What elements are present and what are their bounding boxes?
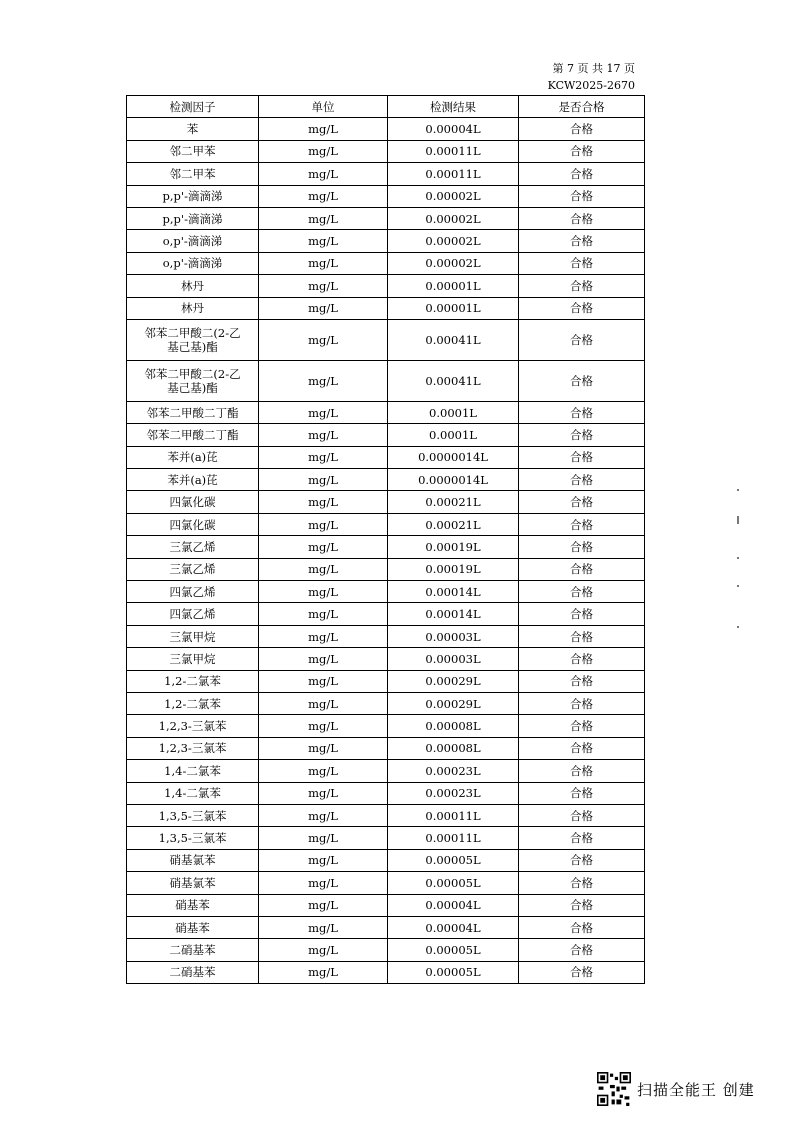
table-row [127, 648, 645, 670]
qualified-cell: 合格 [519, 230, 645, 252]
result-cell: 0.00014L [388, 581, 519, 603]
scanner-brand-text: 扫描全能王 创建 [637, 1080, 755, 1099]
table-row [127, 581, 645, 603]
qualified-cell: 合格 [519, 648, 645, 670]
factor-cell: 三氯甲烷 [127, 625, 259, 647]
table-row [127, 118, 645, 140]
factor-cell: 1,2-二氯苯 [127, 692, 259, 714]
unit-cell: mg/L [259, 360, 388, 401]
factor-cell: 苯 [127, 118, 259, 140]
table-row [127, 737, 645, 759]
qualified-cell: 合格 [519, 916, 645, 938]
factor-cell: 邻二甲苯 [127, 163, 259, 185]
qualified-cell: 合格 [519, 536, 645, 558]
factor-cell: 硝基氯苯 [127, 849, 259, 871]
table-row [127, 894, 645, 916]
unit-cell: mg/L [259, 185, 388, 207]
qr-code-icon [597, 1072, 631, 1106]
result-cell: 0.00041L [388, 360, 519, 401]
qualified-cell: 合格 [519, 163, 645, 185]
table-row [127, 252, 645, 274]
table-row [127, 536, 645, 558]
report-number: KCW2025-2670 [547, 79, 635, 92]
result-cell: 0.00002L [388, 185, 519, 207]
qualified-cell: 合格 [519, 207, 645, 229]
result-cell: 0.00011L [388, 163, 519, 185]
unit-cell: mg/L [259, 401, 388, 423]
table-row [127, 469, 645, 491]
qualified-cell: 合格 [519, 737, 645, 759]
table-row [127, 319, 645, 360]
unit-cell: mg/L [259, 625, 388, 647]
unit-cell: mg/L [259, 491, 388, 513]
results-table [126, 95, 645, 984]
unit-cell: mg/L [259, 536, 388, 558]
factor-cell: 邻苯二甲酸二丁酯 [127, 424, 259, 446]
qualified-cell: 合格 [519, 939, 645, 961]
qualified-cell: 合格 [519, 446, 645, 468]
qualified-cell: 合格 [519, 670, 645, 692]
factor-cell: p,p'-滴滴涕 [127, 185, 259, 207]
table-row [127, 207, 645, 229]
unit-cell: mg/L [259, 558, 388, 580]
result-cell: 0.00011L [388, 140, 519, 162]
unit-cell: mg/L [259, 961, 388, 983]
result-cell: 0.00019L [388, 536, 519, 558]
result-cell: 0.00021L [388, 513, 519, 535]
table-row [127, 872, 645, 894]
result-cell: 0.0000014L [388, 469, 519, 491]
unit-cell: mg/L [259, 603, 388, 625]
result-cell: 0.00011L [388, 804, 519, 826]
factor-cell: 1,4-二氯苯 [127, 782, 259, 804]
table-row [127, 939, 645, 961]
unit-cell: mg/L [259, 469, 388, 491]
result-cell: 0.00005L [388, 849, 519, 871]
result-cell: 0.00041L [388, 319, 519, 360]
factor-cell: 苯并(a)芘 [127, 469, 259, 491]
factor-cell: 邻苯二甲酸二(2-乙 基己基)酯 [127, 319, 259, 360]
table-row [127, 185, 645, 207]
qualified-cell: 合格 [519, 360, 645, 401]
unit-cell: mg/L [259, 297, 388, 319]
unit-cell: mg/L [259, 513, 388, 535]
result-cell: 0.00023L [388, 760, 519, 782]
unit-cell: mg/L [259, 715, 388, 737]
result-cell: 0.00004L [388, 118, 519, 140]
unit-cell: mg/L [259, 446, 388, 468]
table-row [127, 140, 645, 162]
table-row [127, 558, 645, 580]
table-row [127, 670, 645, 692]
qualified-cell: 合格 [519, 715, 645, 737]
qualified-cell: 合格 [519, 297, 645, 319]
factor-cell: 邻苯二甲酸二(2-乙 基己基)酯 [127, 360, 259, 401]
table-row [127, 163, 645, 185]
qualified-cell: 合格 [519, 603, 645, 625]
qualified-cell: 合格 [519, 692, 645, 714]
qualified-cell: 合格 [519, 782, 645, 804]
qualified-cell: 合格 [519, 849, 645, 871]
result-cell: 0.00029L [388, 692, 519, 714]
scanner-watermark [597, 1072, 755, 1106]
table-row [127, 715, 645, 737]
factor-cell: 1,4-二氯苯 [127, 760, 259, 782]
qualified-cell: 合格 [519, 872, 645, 894]
result-cell: 0.00023L [388, 782, 519, 804]
page-info: 第 7 页 共 17 页 [552, 62, 635, 75]
qualified-cell: 合格 [519, 252, 645, 274]
table-row [127, 760, 645, 782]
table-header-row [127, 96, 645, 118]
qualified-cell: 合格 [519, 804, 645, 826]
unit-cell: mg/L [259, 163, 388, 185]
qualified-cell: 合格 [519, 491, 645, 513]
factor-cell: 三氯乙烯 [127, 536, 259, 558]
factor-cell: 1,3,5-三氯苯 [127, 804, 259, 826]
column-header: 是否合格 [519, 96, 645, 118]
qualified-cell: 合格 [519, 513, 645, 535]
result-cell: 0.0001L [388, 424, 519, 446]
factor-cell: 四氯化碳 [127, 513, 259, 535]
factor-cell: 邻苯二甲酸二丁酯 [127, 401, 259, 423]
table-row [127, 360, 645, 401]
result-cell: 0.0000014L [388, 446, 519, 468]
factor-cell: 四氯乙烯 [127, 581, 259, 603]
result-cell: 0.00002L [388, 252, 519, 274]
column-header: 检测因子 [127, 96, 259, 118]
result-cell: 0.00011L [388, 827, 519, 849]
unit-cell: mg/L [259, 275, 388, 297]
result-cell: 0.00003L [388, 648, 519, 670]
factor-cell: 硝基苯 [127, 894, 259, 916]
qualified-cell: 合格 [519, 581, 645, 603]
factor-cell: 林丹 [127, 275, 259, 297]
result-cell: 0.0001L [388, 401, 519, 423]
unit-cell: mg/L [259, 230, 388, 252]
qualified-cell: 合格 [519, 469, 645, 491]
result-cell: 0.00008L [388, 715, 519, 737]
factor-cell: 四氯乙烯 [127, 603, 259, 625]
factor-cell: 二硝基苯 [127, 939, 259, 961]
result-cell: 0.00004L [388, 916, 519, 938]
qualified-cell: 合格 [519, 827, 645, 849]
qualified-cell: 合格 [519, 118, 645, 140]
unit-cell: mg/L [259, 849, 388, 871]
unit-cell: mg/L [259, 894, 388, 916]
qualified-cell: 合格 [519, 894, 645, 916]
table-row [127, 297, 645, 319]
qualified-cell: 合格 [519, 424, 645, 446]
table-row [127, 849, 645, 871]
result-cell: 0.00014L [388, 603, 519, 625]
result-cell: 0.00002L [388, 230, 519, 252]
column-header: 单位 [259, 96, 388, 118]
unit-cell: mg/L [259, 670, 388, 692]
unit-cell: mg/L [259, 424, 388, 446]
unit-cell: mg/L [259, 737, 388, 759]
qualified-cell: 合格 [519, 140, 645, 162]
table-row [127, 827, 645, 849]
qualified-cell: 合格 [519, 760, 645, 782]
qualified-cell: 合格 [519, 961, 645, 983]
unit-cell: mg/L [259, 252, 388, 274]
unit-cell: mg/L [259, 804, 388, 826]
unit-cell: mg/L [259, 648, 388, 670]
unit-cell: mg/L [259, 939, 388, 961]
qualified-cell: 合格 [519, 558, 645, 580]
table-row [127, 916, 645, 938]
qualified-cell: 合格 [519, 185, 645, 207]
qualified-cell: 合格 [519, 625, 645, 647]
table-row [127, 961, 645, 983]
result-cell: 0.00004L [388, 894, 519, 916]
factor-cell: 1,2-二氯苯 [127, 670, 259, 692]
unit-cell: mg/L [259, 581, 388, 603]
result-cell: 0.00029L [388, 670, 519, 692]
table-row [127, 275, 645, 297]
factor-cell: 邻二甲苯 [127, 140, 259, 162]
factor-cell: 林丹 [127, 297, 259, 319]
unit-cell: mg/L [259, 207, 388, 229]
unit-cell: mg/L [259, 140, 388, 162]
qualified-cell: 合格 [519, 319, 645, 360]
result-cell: 0.00003L [388, 625, 519, 647]
result-cell: 0.00005L [388, 961, 519, 983]
result-cell: 0.00001L [388, 297, 519, 319]
table-row [127, 625, 645, 647]
table-row [127, 446, 645, 468]
factor-cell: 四氯化碳 [127, 491, 259, 513]
factor-cell: o,p'-滴滴涕 [127, 230, 259, 252]
table-body [127, 118, 645, 984]
result-cell: 0.00005L [388, 872, 519, 894]
unit-cell: mg/L [259, 692, 388, 714]
factor-cell: o,p'-滴滴涕 [127, 252, 259, 274]
result-cell: 0.00005L [388, 939, 519, 961]
result-cell: 0.00021L [388, 491, 519, 513]
factor-cell: 三氯甲烷 [127, 648, 259, 670]
unit-cell: mg/L [259, 782, 388, 804]
result-cell: 0.00001L [388, 275, 519, 297]
result-cell: 0.00008L [388, 737, 519, 759]
factor-cell: 苯并(a)芘 [127, 446, 259, 468]
unit-cell: mg/L [259, 319, 388, 360]
qualified-cell: 合格 [519, 401, 645, 423]
unit-cell: mg/L [259, 872, 388, 894]
factor-cell: 1,3,5-三氯苯 [127, 827, 259, 849]
factor-cell: 1,2,3-三氯苯 [127, 737, 259, 759]
factor-cell: p,p'-滴滴涕 [127, 207, 259, 229]
factor-cell: 二硝基苯 [127, 961, 259, 983]
table-row [127, 491, 645, 513]
table-row [127, 401, 645, 423]
table-row [127, 513, 645, 535]
unit-cell: mg/L [259, 118, 388, 140]
factor-cell: 硝基苯 [127, 916, 259, 938]
factor-cell: 三氯乙烯 [127, 558, 259, 580]
factor-cell: 硝基氯苯 [127, 872, 259, 894]
table-row [127, 804, 645, 826]
qualified-cell: 合格 [519, 275, 645, 297]
factor-cell: 1,2,3-三氯苯 [127, 715, 259, 737]
table-row [127, 692, 645, 714]
result-cell: 0.00019L [388, 558, 519, 580]
unit-cell: mg/L [259, 760, 388, 782]
unit-cell: mg/L [259, 916, 388, 938]
table-row [127, 230, 645, 252]
result-cell: 0.00002L [388, 207, 519, 229]
table-row [127, 782, 645, 804]
column-header: 检测结果 [388, 96, 519, 118]
table-row [127, 424, 645, 446]
unit-cell: mg/L [259, 827, 388, 849]
table-row [127, 603, 645, 625]
